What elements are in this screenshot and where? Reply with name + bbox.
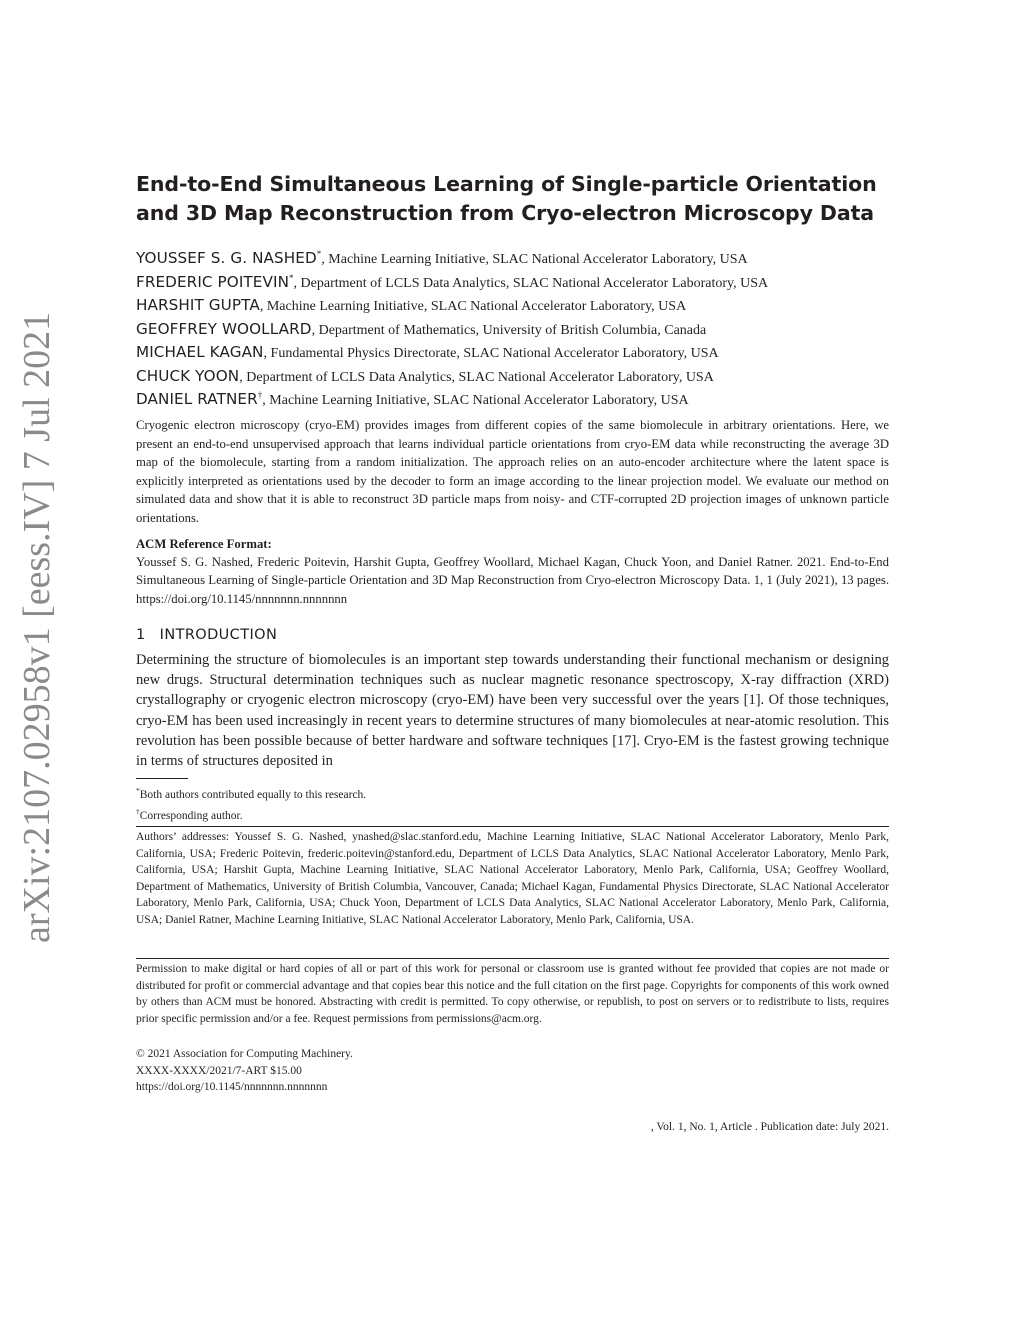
footnote-text: Both authors contributed equally to this research. [139, 789, 367, 801]
author-line [136, 243, 916, 267]
author-name: FREDERIC POITEVIN [136, 272, 290, 291]
title-line-1: End-to-End Simultaneous Learning of Single-particle Orientation [136, 172, 877, 196]
footnote-mark: * [136, 786, 140, 795]
author-name: CHUCK YOON [136, 366, 240, 385]
author-line [136, 337, 916, 361]
footnote-mark: † [136, 806, 140, 816]
author-list [136, 243, 916, 408]
abstract: Cryogenic electron microscopy (cryo-EM) provides images from different copies of the same biomolecule in arbitrary orientations. Here, we present an end-to-end unsupervised approach that learns individual particle orientations from cryo-EM data while reconstructing the average 3D map of the biomolecule, starting from a random initialization. The approach relies on an auto-encoder architecture where the latent space is explicitly interpreted as orientations used by the decoder to form an image according to the linear projection model. We evaluate our method on simulated data and show that it is able to reconstruct 3D particle maps from noisy- and CTF-corrupted 2D projection images of unknown particle orientations. [136, 418, 889, 525]
footnote [136, 783, 366, 804]
author-affiliation: , Machine Learning Initiative, SLAC National Accelerator Laboratory, USA [262, 393, 689, 408]
addresses-rule [136, 826, 889, 827]
author-addresses: Authors’ addresses: Youssef S. G. Nashed, ynashed@slac.stanford.edu, Machine Learning Initiative, SLAC National Accelerator Laboratory, Menlo Park, California, USA; Frederic Poitevin, frederic.poitevin@stanford.edu, Department of LCLS Data Analytics, SLAC National Accelerator Laboratory, Menlo Park, California, USA; Harshit Gupta, Machine Learning Initiative, SLAC National Accelerator Laboratory, Menlo Park, California, USA; Geoffrey Woollard, Department of Mathematics, University of British Columbia, Vancouver, Canada; Michael Kagan, Fundamental Physics Directorate, SLAC National Accelerator Laboratory, Menlo Park, California, USA; Chuck Yoon, Department of LCLS Data Analytics, SLAC National Accelerator Laboratory, Menlo Park, California, USA; Daniel Ratner, Machine Learning Initiative, SLAC National Accelerator Laboratory, Menlo Park, California, USA. [136, 831, 889, 926]
acm-reference-text: Youssef S. G. Nashed, Frederic Poitevin, Harshit Gupta, Geoffrey Woollard, Michael Kagan, Chuck Yoon, and Daniel Ratner. 2021. End-to-End Simultaneous Learning of Single-particle Orientation and 3D Map Reconstruction from Cryo-electron Microscopy Data. 1, 1 (July 2021), 13 pages. https://doi.org/10.1145/nnnnnnn.nnnnnnn [136, 555, 889, 606]
footnote-rule [136, 778, 188, 779]
author-name: DANIEL RATNER [136, 390, 258, 408]
author-line [136, 384, 916, 408]
author-footnote-mark: * [316, 249, 322, 259]
permission-rule [136, 958, 889, 959]
author-affiliation: , Machine Learning Initiative, SLAC National Accelerator Laboratory, USA [259, 299, 687, 314]
footnote [136, 804, 366, 825]
author-name: MICHAEL KAGAN [136, 343, 264, 361]
author-affiliation: , Department of LCLS Data Analytics, SLAC National Accelerator Laboratory, USA [293, 275, 769, 291]
author-footnote-mark: † [257, 390, 263, 400]
section-title: INTRODUCTION [159, 627, 278, 643]
author-line [136, 314, 916, 338]
section-heading-introduction [136, 624, 277, 646]
arxiv-identifier-stamp: arXiv:2107.02958v1 [eess.IV] 7 Jul 2021 [16, 311, 58, 943]
doi-link[interactable]: https://doi.org/10.1145/nnnnnnn.nnnnnnn [136, 1081, 328, 1094]
section-number: 1 [136, 627, 146, 643]
title-line-2: and 3D Map Reconstruction from Cryo-electron Microscopy Data [136, 201, 875, 225]
author-affiliation: , Department of Mathematics, University of British Columbia, Canada [311, 322, 707, 338]
author-line [136, 290, 916, 314]
author-name: GEOFFREY WOOLLARD [136, 319, 312, 338]
author-affiliation: , Fundamental Physics Directorate, SLAC National Accelerator Laboratory, USA [263, 346, 719, 361]
footnote-text: Corresponding author. [139, 809, 243, 822]
author-affiliation: , Department of LCLS Data Analytics, SLAC National Accelerator Laboratory, USA [239, 369, 714, 385]
permission-notice: Permission to make digital or hard copies of all or part of this work for personal or classroom use is granted without fee provided that copies are not made or distributed for profit or commercial advantage and that copies bear this notice and the full citation on the first page. Copyrights for components of this work owned by others than ACM must be honored. Abstracting with credit is permitted. To copy otherwise, or republish, to post on servers or to redistribute to lists, requires prior specific permission and/or a fee. Request permissions from permissions@acm.org. [136, 963, 889, 1025]
publication-meta [136, 1046, 353, 1096]
article-code: XXXX-XXXX/2021/7-ART $15.00 [136, 1064, 302, 1077]
paper-title [136, 170, 889, 228]
introduction-paragraph: Determining the structure of biomolecules is an important step towards understanding their functional mechanism or designing new drugs. Structural determination techniques such as nuclear magnetic resonance spectroscopy, X-ray diffraction (XRD) crystallography or cryogenic electron microscopy (cryo-EM) have been very successful over the years [1]. Of those techniques, cryo-EM has been used increasingly in recent years to determine structures of many biomolecules at near-atomic resolution. This revolution has been possible because of better hardware and software techniques [17]. Cryo-EM is the fastest growing technique in terms of structures deposited in [136, 652, 889, 770]
author-affiliation: , Machine Learning Initiative, SLAC National Accelerator Laboratory, USA [321, 252, 748, 267]
author-line [136, 267, 916, 291]
author-footnote-mark: * [289, 272, 294, 283]
footnotes [136, 783, 366, 824]
page-footer: , Vol. 1, No. 1, Article . Publication date: July 2021. [650, 1121, 889, 1133]
copyright-line: © 2021 Association for Computing Machinery. [136, 1048, 353, 1060]
acm-reference-heading: ACM Reference Format: [136, 537, 272, 551]
author-line [136, 361, 916, 385]
author-name: YOUSSEF S. G. NASHED [136, 249, 317, 267]
author-name: HARSHIT GUPTA [136, 296, 260, 314]
